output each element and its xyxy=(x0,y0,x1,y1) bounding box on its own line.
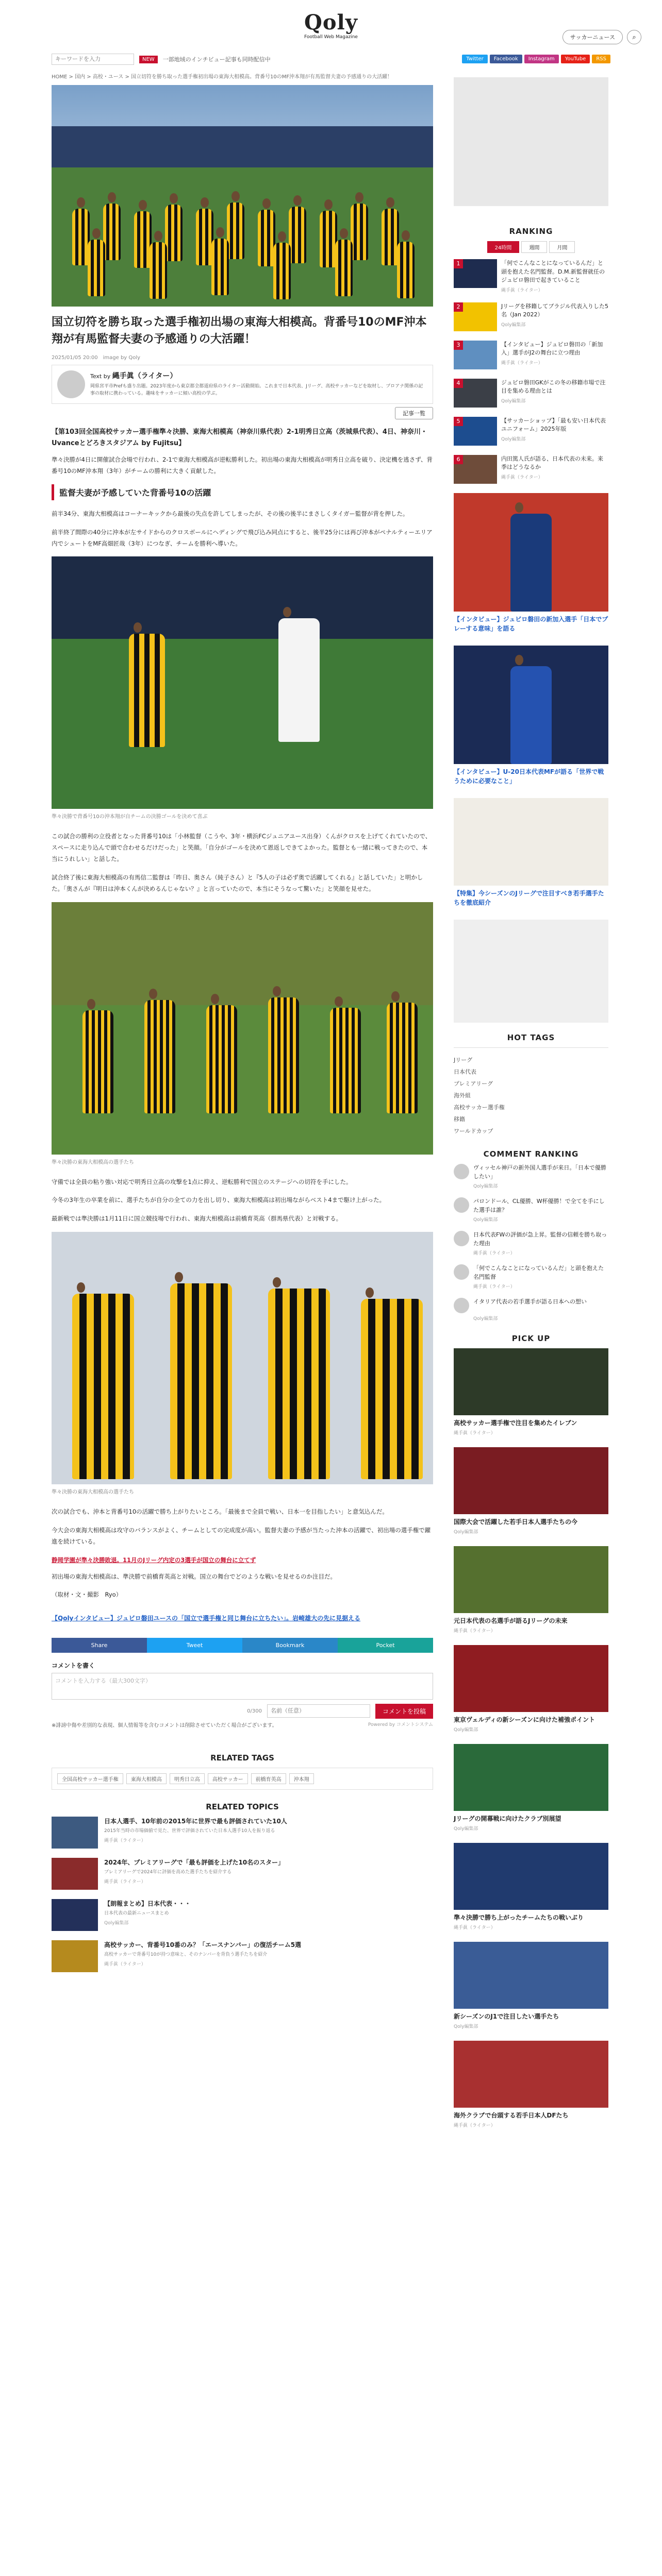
hot-tag[interactable]: 日本代表 xyxy=(454,1068,476,1075)
thumbnail xyxy=(52,1940,98,1972)
article-title: 国立切符を勝ち取った選手権初出場の東海大相模高。背番号10のMF沖本翔が有馬監督夫妻の予感通りの大活躍！ xyxy=(52,316,427,346)
pickup-item[interactable]: 新シーズンのJ1で注目したい選手たち Qoly編集部 xyxy=(454,1942,608,2029)
content-layout xyxy=(0,73,662,2140)
ranking-item[interactable]: 2 Jリーグを移籍してブラジル代表入りした5名（Jan 2022） Qoly編集部 xyxy=(454,302,608,331)
ranking-title: RANKING xyxy=(509,227,553,236)
hot-tag[interactable]: プレミアリーグ xyxy=(454,1080,493,1087)
article-signature: （取材・文・撮影 Ryo） xyxy=(52,1591,122,1599)
comment-ranking-title: COMMENT RANKING xyxy=(483,1149,579,1159)
paragraph: 前半終了間際の40分に沖本が左サイドからのクロスボールにヘディングで飛び込み同点にすると、後半25分には再び沖本がペナルティーエリア内でシュートをMF高畑匠哉（3年）につなぎ、チームを勝利へ導いた。 xyxy=(52,528,433,547)
paragraph: この試合の勝利の立役者となった背番号10は「小林監督（こうや、3年・横浜FCジュニアユース出身）くんがクロスを上げてくれていたので、スペースに走り込んで頭で合わせるだけだった」と笑顔。「自分がゴールを決めて恩返しできてよかった。監督とも一緒に戦ってきたので、本当にうれしい」と話した。 xyxy=(52,833,432,863)
tweet-button[interactable]: Tweet xyxy=(147,1638,242,1653)
hot-tag[interactable]: 海外組 xyxy=(454,1092,471,1099)
comment-ranking-item[interactable]: イタリア代表の若手選手が語る日本への想い Qoly編集部 xyxy=(454,1298,608,1321)
paragraph: 今大会の東海大相模高は攻守のバランスがよく、チームとしての完成度が高い。監督夫妻の予感が当たった沖本の活躍で、初出場の選手権で躍進を続けている。 xyxy=(52,1527,431,1545)
pickup-item[interactable]: 高校サッカー選手権で注目を集めたイレブン 縄手眞（ライター） xyxy=(454,1348,608,1436)
related-article-link[interactable]: 静岡学園が準々決勝敗退。11月のJリーグ内定の3選手が国立の舞台に立てず xyxy=(52,1556,256,1564)
news-ticker[interactable]: 一部地域のインチビュー記事も同時配信中 xyxy=(162,56,271,63)
hot-tag[interactable]: 移籍 xyxy=(454,1115,465,1123)
paragraph: 守備では全員の粘り強い対応で明秀日立高の攻撃を1点に抑え、逆転勝利で国立のステージへの切符を手にした。 xyxy=(52,1178,352,1185)
pickup-item[interactable]: 国際大会で活躍した若手日本人選手たちの今 Qoly編集部 xyxy=(454,1447,608,1535)
article-date: 2025/01/05 20:00 image by Qoly xyxy=(52,355,141,361)
section-heading: 監督夫妻が予感していた背番号10の活躍 xyxy=(52,484,433,500)
comment-ranking-item[interactable]: 「何でこんなことになっているんだ」と頭を抱えた名門監督 縄手眞（ライター） xyxy=(454,1264,608,1290)
hot-tags-title: HOT TAGS xyxy=(507,1032,555,1042)
paragraph: 初出場の東海大相模高は、準決勝で前橋育英高と対戦。国立の舞台でどのような戦いを見せるのか注目だ。 xyxy=(52,1572,336,1580)
thumbnail xyxy=(52,1817,98,1849)
new-badge: NEW xyxy=(139,56,158,63)
thumbnail xyxy=(52,1899,98,1931)
feature-card[interactable]: 【インタビュー】ジュビロ磐田の新加入選手「日本でプレーする意味」を語る xyxy=(454,493,608,633)
breadcrumb[interactable]: HOME > 国内 > 高校・ユース > 国立切符を勝ち取った選手権初出場の東海大相模高。背番号10のMF沖本翔が有馬監督夫妻の予感通りの大活躍！ xyxy=(52,74,393,80)
hot-tags xyxy=(454,1047,608,1138)
feature-card[interactable]: 【インタビュー】U-20日本代表MFが語る「世界で戦うために必要なこと」 xyxy=(454,646,608,786)
related-tags-title: RELATED TAGS xyxy=(210,1753,274,1762)
author-articles-button[interactable]: 記事一覧 xyxy=(395,407,433,419)
paragraph: 今冬の3年生の卒業を前に、選手たちが自分の全ての力を出し切り、東海大相模高は初出場ながらベスト4まで駆け上がった。 xyxy=(52,1196,386,1204)
feature-card[interactable]: 【特集】今シーズンのJリーグで注目すべき若手選手たちを徹底紹介 xyxy=(454,798,608,907)
image-caption: 準々決勝で背番号10の沖本翔が自チームの決勝ゴールを決めて喜ぶ xyxy=(52,814,208,820)
pickup-title: PICK UP xyxy=(511,1334,551,1344)
comment-controls xyxy=(52,1704,433,1719)
paragraph: 試合終了後に東海大相模高の有馬信二監督は「昨日、奥さん（純子さん）と『5人の子は必ず奥で活躍してくれる』と話していた」と明かした。「奥さんが『明日は沖本くんが決めるんじゃない？』と言っていたので、本当にそうなって驚いた」と笑顔を見せた。 xyxy=(52,873,423,892)
article-image xyxy=(52,902,433,1155)
paragraph: 準々決勝が4日に開催試合会場で行われ、2-1で東海大相模高が逆転勝利した。初出場の東海大相模高が明秀日立高を破り、決定機を逃さず、背番号10のMF沖本翔（3年）がチームの勝利に大きく貢献した。 xyxy=(52,456,433,475)
article-lead: 【第103回全国高校サッカー選手権準々決勝、東海大相模高（神奈川県代表）2-1明秀日立高（茨城県代表）、4日、神奈川・Uvanceとどろきスタジアム by Fujitsu】 xyxy=(52,428,427,448)
tag[interactable]: 前橋育英高 xyxy=(251,1773,286,1784)
thumbnail xyxy=(52,1858,98,1890)
article-image xyxy=(52,556,433,809)
pickup-item[interactable]: 元日本代表の名選手が語るJリーグの未来 縄手眞（ライター） xyxy=(454,1546,608,1634)
paragraph: 次の試合でも、沖本と背番号10の活躍で勝ち上がりたいところ。「最後まで全員で戦い、日本一を目指したい」と意気込んだ。 xyxy=(52,1508,388,1516)
instagram-link[interactable]: Instagram xyxy=(524,55,559,63)
author-bio: 岡県宮平市Prefも盛り出題。2023年度から東京都全都道府県のライター活動開始。これまで日本代表、Jリーグ、高校サッカーなどを取材し、プロアナ関係の記事の取材に携わっている。趣味をサッカーに傾い高校の学ぶ。 xyxy=(90,384,423,397)
powered-by: Powered by コメントシステム xyxy=(368,1722,433,1727)
rss-link[interactable]: RSS xyxy=(592,55,610,63)
paragraph: 最新戦では準決勝は1月11日に国立競技場で行われ、東海大相模高は前橋育英高（群馬県代表）と対戦する。 xyxy=(52,1215,342,1223)
comment-notice: ※誹謗中傷や差別的な表現、個人情報等を含むコメントは削除させていただく場合がございます。 xyxy=(52,1722,277,1728)
search-input[interactable] xyxy=(52,54,134,65)
main-column xyxy=(52,73,433,2140)
comment-counter: 0/300 xyxy=(247,1708,262,1714)
tab-weekly[interactable]: 週間 xyxy=(521,241,547,253)
ranking-item[interactable]: 6 内田篤人氏が語る、日本代表の未来。来季はどうなるか 縄手眞（ライター） xyxy=(454,455,608,484)
header-actions xyxy=(562,30,641,44)
youtube-link[interactable]: YouTube xyxy=(561,55,590,63)
pickup-item[interactable]: 準々決勝で勝ち上がったチームたちの戦いぶり 縄手眞（ライター） xyxy=(454,1843,608,1930)
related-item[interactable]: 高校サッカー、背番号10番のみ？「エースナンバー」の復活チーム5選 高校サッカーで背番号10が持つ意味と、そのナンバーを背負う選手たちを紹介 縄手眞（ライター） xyxy=(52,1940,433,1972)
comment-heading: コメントを書く xyxy=(52,1662,95,1669)
sidebar xyxy=(454,73,608,2140)
news-button[interactable]: サッカーニュース xyxy=(562,30,623,44)
pickup-item[interactable]: Jリーグの開幕戦に向けたクラブ別展望 Qoly編集部 xyxy=(454,1744,608,1832)
hot-tag[interactable]: Jリーグ xyxy=(454,1056,473,1063)
related-item[interactable]: 日本人選手、10年前の2015年に世界で最も評価されていた10人 2015年当時の市場価値で見た、世界で評価されていた日本人選手10人を振り返る 縄手眞（ライター） xyxy=(52,1817,433,1849)
comment-ranking-item[interactable]: 日本代表FWの評価が急上昇。監督の信頼を勝ち取った理由 縄手眞（ライター） xyxy=(454,1231,608,1256)
post-comment-button[interactable]: コメントを投稿 xyxy=(375,1704,433,1719)
hot-tag[interactable]: ワールドカップ xyxy=(454,1128,493,1135)
ranking-item[interactable]: 1 「何でこんなことになっているんだ」と頭を抱えた名門監督。D.M.新監督就任のジュビロ磐田で起きていること 縄手眞（ライター） xyxy=(454,259,608,293)
related-topics-title: RELATED TOPICS xyxy=(206,1802,279,1811)
image-caption: 準々決勝の東海大相模高の選手たち xyxy=(52,1159,134,1165)
ranking-item[interactable]: 3 【インタビュー】ジュビロ磐田の「新加入」選手がJ2の舞台に立つ理由 縄手眞（ライター） xyxy=(454,341,608,369)
interview-link[interactable]: 【Qolyインタビュー】ジュビロ磐田ユースの「国立で選手権と同じ舞台に立ちたい」。岩崎雄大の先に見据える xyxy=(52,1615,361,1622)
hot-tag[interactable]: 高校サッカー選手権 xyxy=(454,1104,505,1111)
paragraph: 前半34分、東海大相模高はコーナーキックから最後の失点を許してしまったが、その後の後半にまさしくタイガー監督が背を押した。 xyxy=(52,510,409,517)
name-input[interactable] xyxy=(267,1704,370,1718)
ad-slot[interactable] xyxy=(454,920,608,1023)
ranking-item[interactable]: 5 【サッカーショップ】「最も安い日本代表ユニフォーム」2025年版 Qoly編集部 xyxy=(454,417,608,446)
twitter-link[interactable]: Twitter xyxy=(462,55,488,63)
author-name[interactable]: Text by 縄手眞（ライター） xyxy=(90,372,177,380)
facebook-share-button[interactable]: Share xyxy=(52,1638,147,1653)
related-item[interactable]: 2024年、プレミアリーグで「最も評価を上げた10名のスター」 プレミアリーグで2024年に評価を高めた選手たちを紹介する 縄手眞（ライター） xyxy=(52,1858,433,1890)
tag[interactable]: 全国高校サッカー選手権 xyxy=(57,1773,123,1784)
site-logo[interactable]: Qoly Football Web Magazine xyxy=(304,10,358,40)
social-links xyxy=(462,55,610,63)
share-bar xyxy=(52,1638,433,1653)
hero-image xyxy=(52,85,433,307)
tab-24h[interactable]: 24時間 xyxy=(487,241,520,253)
ad-slot[interactable] xyxy=(454,77,608,206)
tag[interactable]: 高校サッカー xyxy=(208,1773,248,1784)
site-header xyxy=(0,0,662,52)
tag[interactable]: 沖本翔 xyxy=(289,1773,314,1784)
author-avatar[interactable] xyxy=(57,370,85,398)
tab-monthly[interactable]: 月間 xyxy=(549,241,575,253)
top-bar xyxy=(0,52,662,67)
article-image xyxy=(52,1232,433,1484)
pickup-item[interactable]: 東京ヴェルディの新シーズンに向けた補強ポイント Qoly編集部 xyxy=(454,1645,608,1733)
facebook-link[interactable]: Facebook xyxy=(490,55,522,63)
ranking-item[interactable]: 4 ジュビロ磐田GKがこの冬の移籍市場で注目を集める理由とは Qoly編集部 xyxy=(454,379,608,408)
bookmark-button[interactable]: Bookmark xyxy=(242,1638,338,1653)
comment-ranking-item[interactable]: ヴィッセル神戸の新外国人選手が来日。「日本で優勝したい」 Qoly編集部 xyxy=(454,1164,608,1189)
search-icon[interactable]: ⌕ xyxy=(627,30,641,44)
pocket-button[interactable]: Pocket xyxy=(338,1638,433,1653)
ranking-tabs xyxy=(454,241,608,253)
related-item[interactable]: 【朗報まとめ】日本代表・・・ 日本代表の最新ニュースまとめ Qoly編集部 xyxy=(52,1899,433,1931)
author-box xyxy=(52,365,433,404)
comment-footer xyxy=(52,1721,433,1743)
comment-textarea[interactable]: コメントを入力する（最大300文字） xyxy=(52,1673,433,1700)
pickup-item[interactable]: 海外クラブで台頭する若手日本人DFたち 縄手眞（ライター） xyxy=(454,2041,608,2128)
tag[interactable]: 東海大相模高 xyxy=(126,1773,167,1784)
related-tags xyxy=(52,1768,433,1790)
comment-ranking-item[interactable]: パロンドール、CL優勝、W杯優勝！で全てを手にした選手は誰？ Qoly編集部 xyxy=(454,1197,608,1223)
tag[interactable]: 明秀日立高 xyxy=(170,1773,205,1784)
image-caption: 準々決勝の東海大相模高の選手たち xyxy=(52,1489,134,1496)
